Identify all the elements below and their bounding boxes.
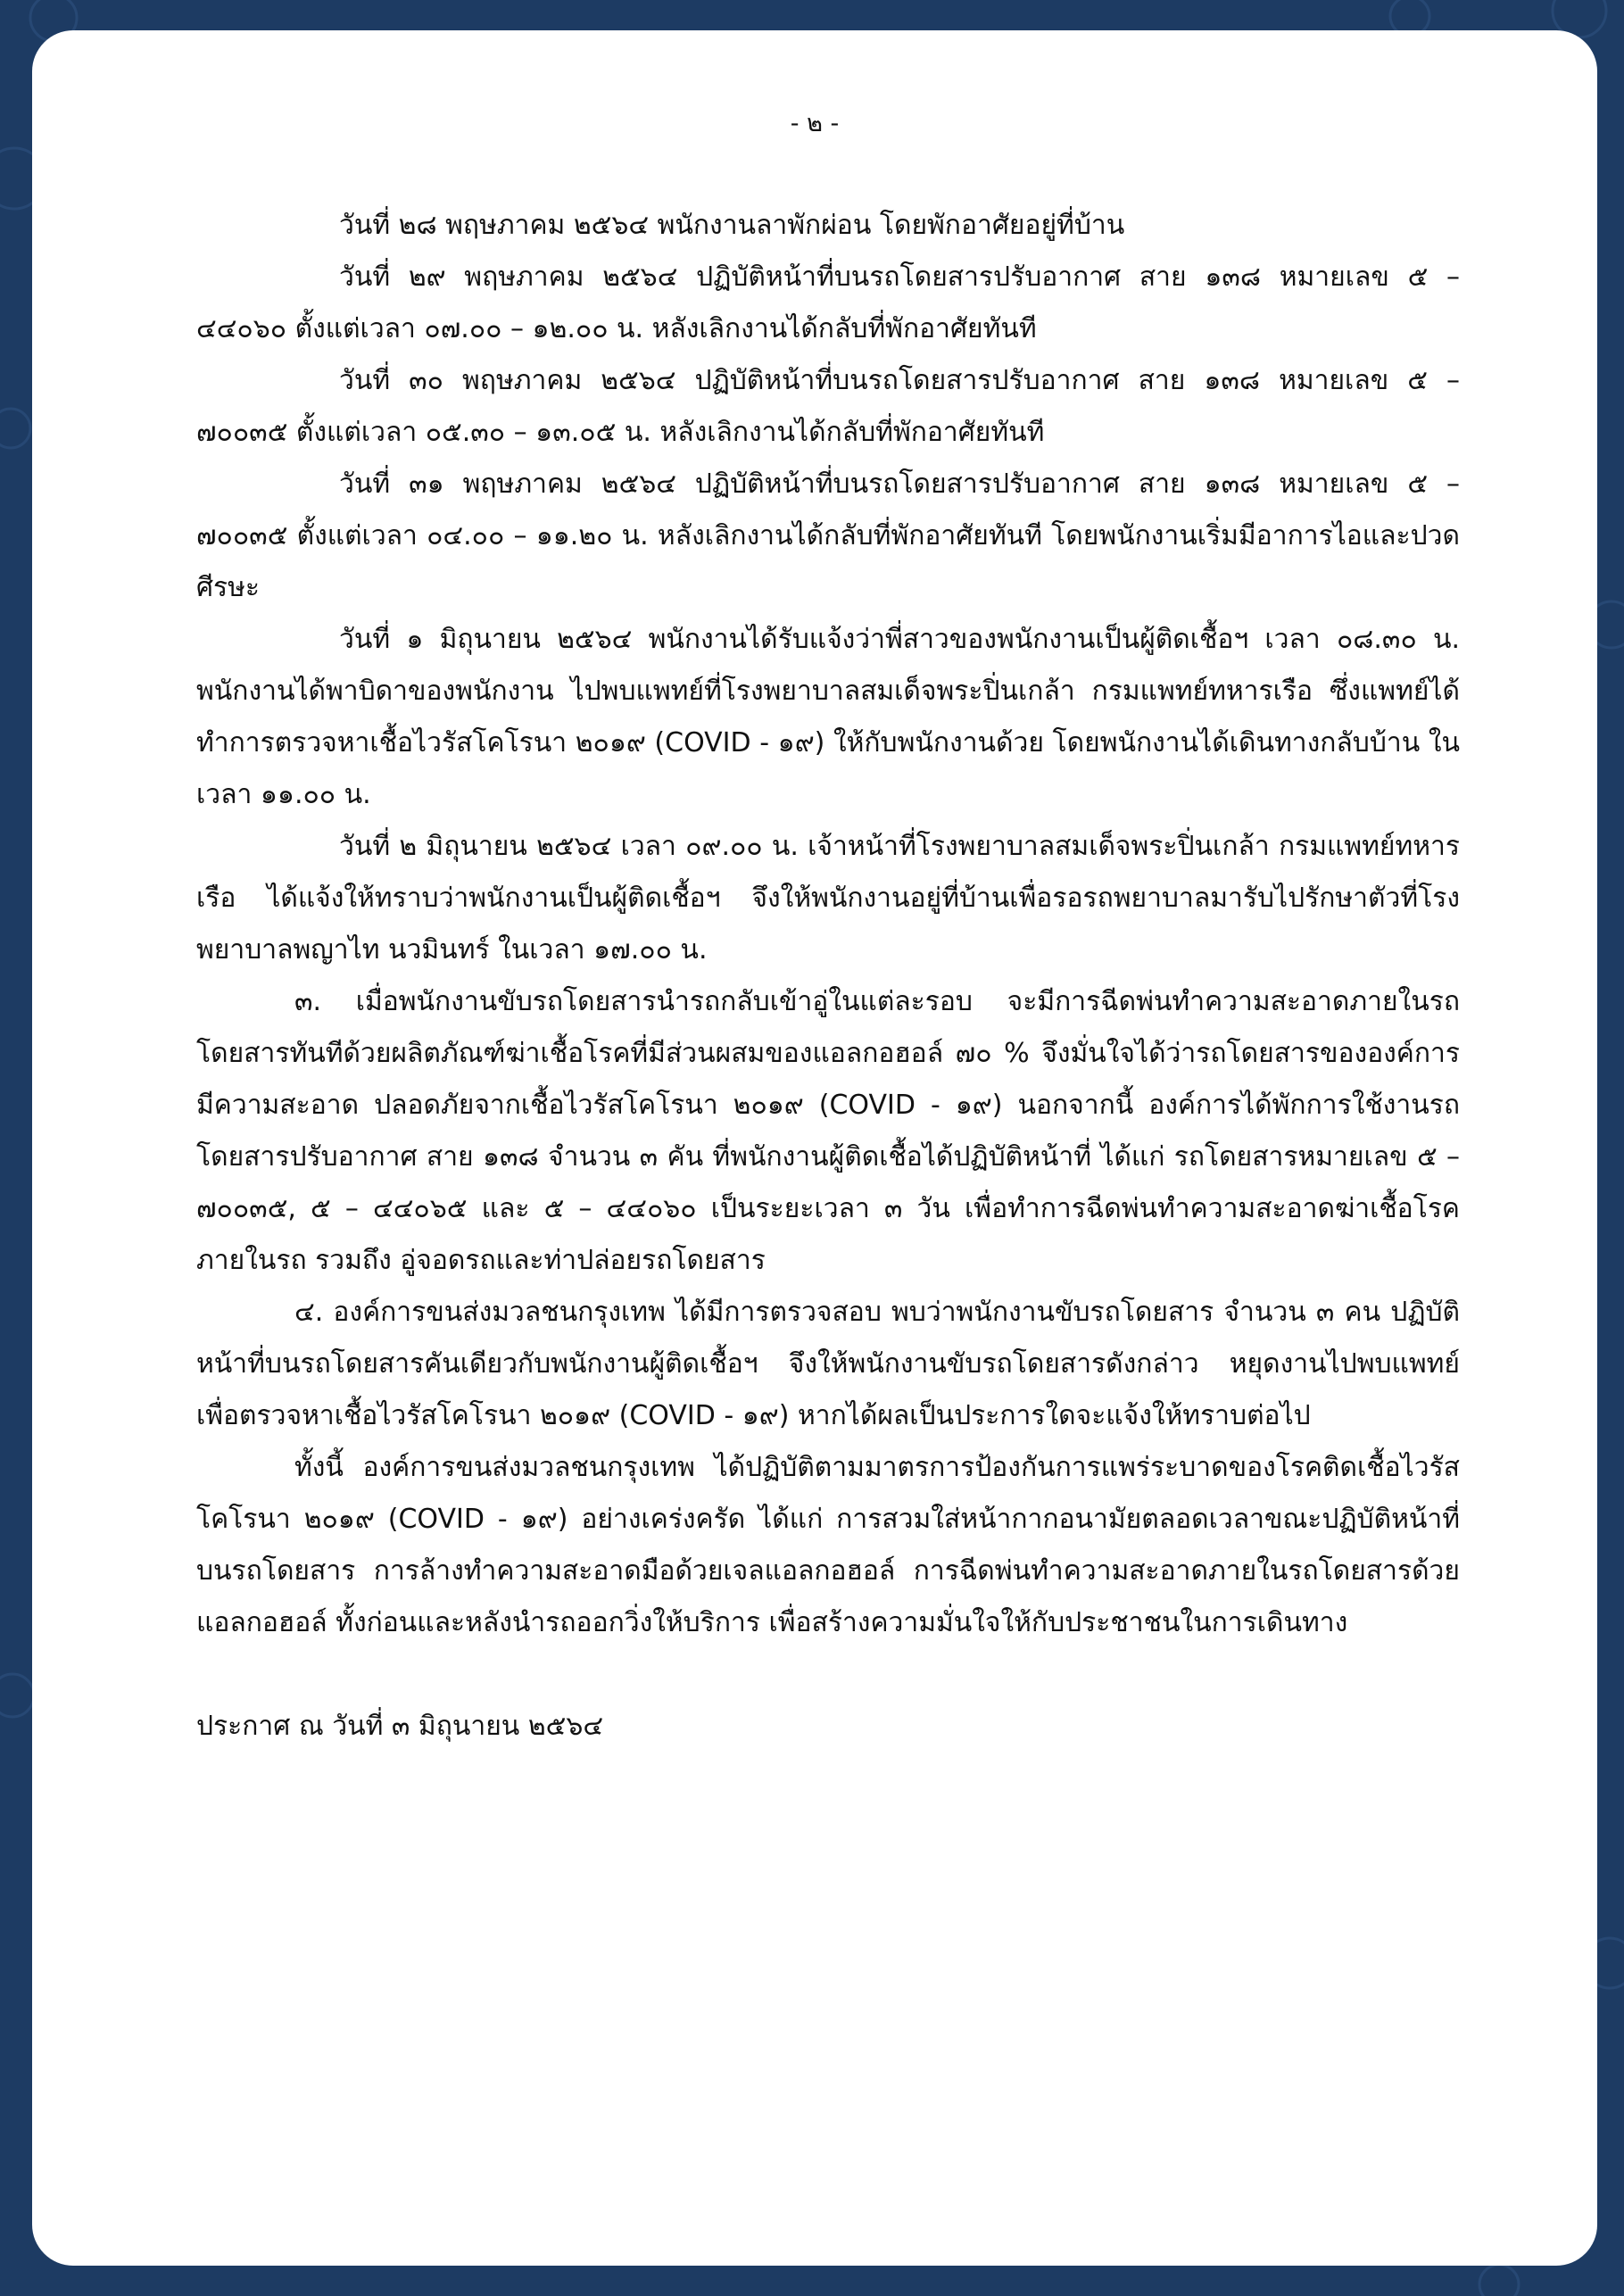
virus-decoration-icon — [0, 409, 30, 448]
paragraph-may-29: วันที่ ๒๙ พฤษภาคม ๒๕๖๔ ปฏิบัติหน้าที่บนรถโดยสารปรับอากาศ สาย ๑๓๘ หมายเลข ๕ – ๔๔๐๖๐ ตั้งแต่เวลา ๐๗.๐๐ – ๑๒.๐๐ น. หลังเลิกงานได้กลับที่พักอาศัยทันที — [196, 261, 1460, 344]
paragraph-item-3: ๓. เมื่อพนักงานขับรถโดยสารนำรถกลับเข้าอู่ในแต่ละรอบ จะมีการฉีดพ่นทำความสะอาดภายในรถโดยสารทันทีด้วยผลิตภัณฑ์ฆ่าเชื้อโรคที่มีส่วนผสมของแอลกอฮอล์ ๗๐ % จึงมั่นใจได้ว่ารถโดยสารขององค์การมีความสะอาด ปลอดภัยจากเชื้อไวรัสโคโรนา ๒๐๑๙ (COVID - ๑๙) นอกจากนี้ องค์การได้พักการใช้งานรถโดยสารปรับอากาศ สาย ๑๓๘ จำนวน ๓ คัน ที่พนักงานผู้ติดเชื้อได้ปฏิบัติหน้าที่ ได้แก่ รถโดยสารหมายเลข ๕ – ๗๐๐๓๕, ๕ – ๔๔๐๖๕ และ ๕ – ๔๔๐๖๐ เป็นระยะเวลา ๓ วัน เพื่อทำการฉีดพ่นทำความสะอาดฆ่าเชื้อโรคภายในรถ รวมถึง อู่จอดรถและท่าปล่อยรถโดยสาร — [196, 986, 1460, 1276]
paragraph-may-31: วันที่ ๓๑ พฤษภาคม ๒๕๖๔ ปฏิบัติหน้าที่บนรถโดยสารปรับอากาศ สาย ๑๓๘ หมายเลข ๕ – ๗๐๐๓๕ ตั้งแต่เวลา ๐๔.๐๐ – ๑๑.๒๐ น. หลังเลิกงานได้กลับที่พักอาศัยทันที โดยพนักงานเริ่มมีอาการไอและปวดศีรษะ — [196, 468, 1460, 603]
virus-decoration-icon — [0, 1674, 34, 1717]
document-page — [32, 30, 1597, 2266]
paragraph-may-30: วันที่ ๓๐ พฤษภาคม ๒๕๖๔ ปฏิบัติหน้าที่บนรถโดยสารปรับอากาศ สาย ๑๓๘ หมายเลข ๕ – ๗๐๐๓๕ ตั้งแต่เวลา ๐๕.๓๐ – ๑๓.๐๕ น. หลังเลิกงานได้กลับที่พักอาศัยทันที — [196, 365, 1460, 448]
announcement-date: ประกาศ ณ วันที่ ๓ มิถุนายน ๒๕๖๔ — [196, 1711, 604, 1742]
paragraph-june-1: วันที่ ๑ มิถุนายน ๒๕๖๔ พนักงานได้รับแจ้งว่าพี่สาวของพนักงานเป็นผู้ติดเชื้อฯ เวลา ๐๘.๓๐ น. พนักงานได้พาบิดาของพนักงาน ไปพบแพทย์ที่โรงพยาบาลสมเด็จพระปิ่นเกล้า กรมแพทย์ทหารเรือ ซึ่งแพทย์ได้ทำการตรวจหาเชื้อไวรัสโคโรนา ๒๐๑๙ (COVID - ๑๙) ให้กับพนักงานด้วย โดยพนักงานได้เดินทางกลับบ้าน ในเวลา ๑๑.๐๐ น. — [196, 624, 1460, 810]
document-body — [196, 200, 1460, 1753]
paragraph-may-28: วันที่ ๒๘ พฤษภาคม ๒๕๖๔ พนักงานลาพักผ่อน โดยพักอาศัยอยู่ที่บ้าน — [339, 210, 1125, 241]
virus-decoration-icon — [1479, 2265, 1519, 2296]
page-number: - ๒ - — [790, 110, 840, 137]
paragraph-june-2: วันที่ ๒ มิถุนายน ๒๕๖๔ เวลา ๐๙.๐๐ น. เจ้าหน้าที่โรงพยาบาลสมเด็จพระปิ่นเกล้า กรมแพทย์ทหารเรือ ได้แจ้งให้ทราบว่าพนักงานเป็นผู้ติดเชื้อฯ จึงให้พนักงานอยู่ที่บ้านเพื่อรอรถพยาบาลมารับไปรักษาตัวที่โรงพยาบาลพญาไท นวมินทร์ ในเวลา ๑๗.๐๐ น. — [196, 831, 1460, 966]
paragraph-item-4: ๔. องค์การขนส่งมวลชนกรุงเทพ ได้มีการตรวจสอบ พบว่าพนักงานขับรถโดยสาร จำนวน ๓ คน ปฏิบัติหน้าที่บนรถโดยสารคันเดียวกับพนักงานผู้ติดเชื้อฯ จึงให้พนักงานขับรถโดยสารดังกล่าว หยุดงานไปพบแพทย์ เพื่อตรวจหาเชื้อไวรัสโคโรนา ๒๐๑๙ (COVID - ๑๙) หากได้ผลเป็นประการใดจะแจ้งให้ทราบต่อไป — [196, 1297, 1460, 1431]
paragraph-measures: ทั้งนี้ องค์การขนส่งมวลชนกรุงเทพ ได้ปฏิบัติตามมาตรการป้องกันการแพร่ระบาดของโรคติดเชื้อไวรัสโคโรนา ๒๐๑๙ (COVID - ๑๙) อย่างเคร่งครัด ได้แก่ การสวมใส่หน้ากากอนามัยตลอดเวลาขณะปฏิบัติหน้าที่บนรถโดยสาร การล้างทำความสะอาดมือด้วยเจลแอลกอฮอล์ การฉีดพ่นทำความสะอาดภายในรถโดยสารด้วยแอลกอฮอล์ ทั้งก่อนและหลังนำรถออกวิ่งให้บริการ เพื่อสร้างความมั่นใจให้กับประชาชนในการเดินทาง — [196, 1452, 1460, 1638]
